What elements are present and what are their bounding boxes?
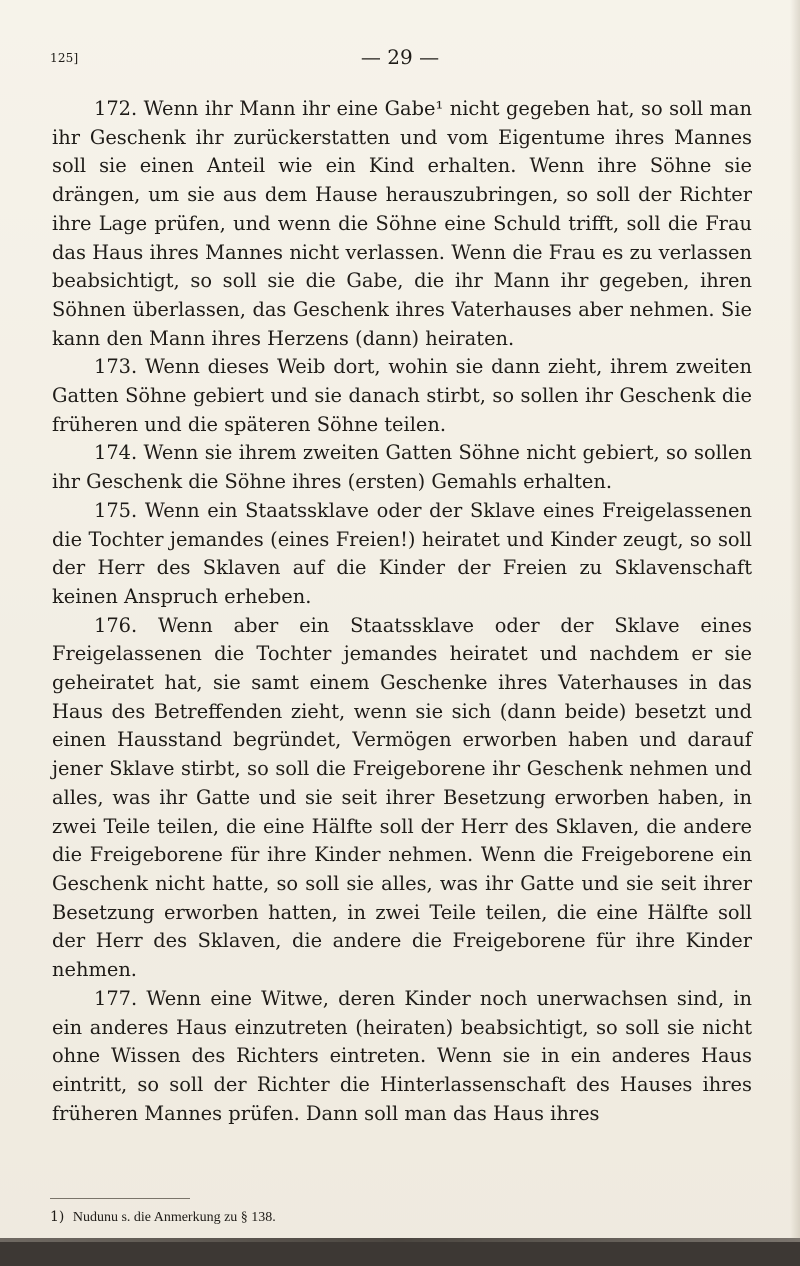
- footnote: [50, 1208, 750, 1227]
- page-number: 125]: [50, 51, 79, 65]
- page-edge-shadow: [790, 0, 800, 1266]
- paragraph-175: 175. Wenn ein Staatssklave oder der Sklave eines Freigelassenen die Tochter jemandes (eines Freien!) heiratet und Kinder zeugt, so soll der Herr des Sklaven auf die Kinder der Freien zu Sklavenschaft keinen Anspruch erheben.: [52, 498, 752, 608]
- paragraph-173: 173. Wenn dieses Weib dort, wohin sie dann zieht, ihrem zweiten Gatten Söhne gebiert und sie danach stirbt, so sollen ihr Geschenk die früheren und die späteren Söhne teilen.: [52, 355, 752, 436]
- paragraph-172: 172. Wenn ihr Mann ihr eine Gabe¹ nicht gegeben hat, so soll man ihr Geschenk ihr zurückerstatten und vom Eigentume ihres Mannes soll sie einen Anteil wie ein Kind erhalten. Wenn ihre Söhne sie drängen, um sie aus dem Hause herauszubringen, so soll der Richter ihre Lage prüfen, und wenn die Söhne eine Schuld trifft, soll die Frau das Haus ihres Mannes nicht verlassen. Wenn die Frau es zu verlassen beabsichtigt, so soll sie die Gabe, die ihr Mann ihr gegeben, ihren Söhnen überlassen, das Geschenk ihres Vaterhauses aber nehmen. Sie kann den Mann ihres Herzens (dann) heiraten.: [52, 97, 752, 350]
- paragraph-176: 176. Wenn aber ein Staatssklave oder der Sklave eines Freigelassenen die Tochter jemandes heiratet und nachdem er sie geheiratet hat, sie samt einem Geschenke ihres Vaterhauses in das Haus des Betreffenden zieht, wenn sie sich (dann beide) besetzt und einen Hausstand begründet, Vermögen erworben haben und darauf jener Sklave stirbt, so soll die Freigeborene ihr Geschenk nehmen und alles, was ihr Gatte und sie seit ihrer Besetzung erworben haben, in zwei Teile teilen, die eine Hälfte soll der Herr des Sklaven, die andere die Freigeborene für ihre Kinder nehmen. Wenn die Freigeborene ein Geschenk nicht hatte, so soll sie alles, was ihr Gatte und sie seit ihrer Besetzung erworben hatten, in zwei Teile teilen, die eine Hälfte soll der Herr des Sklaven, die andere die Freigeborene für ihre Kinder nehmen.: [52, 613, 752, 982]
- paragraph-177: 177. Wenn eine Witwe, deren Kinder noch unerwachsen sind, in ein anderes Haus einzutreten (heiraten) beabsichtigt, so soll sie nicht ohne Wissen des Richters eintreten. Wenn sie in ein anderes Haus eintritt, so soll der Richter die Hinterlassenschaft des Hauses ihres früheren Mannes prüfen. Dann soll man das Haus ihres: [52, 986, 752, 1125]
- bottom-scan-edge: [0, 1238, 800, 1266]
- main-text: [52, 95, 752, 1128]
- page-label: — 29 —: [360, 45, 440, 69]
- paragraph-174: 174. Wenn sie ihrem zweiten Gatten Söhne nicht gebiert, so sollen ihr Geschenk die Söhne ihres (ersten) Gemahls erhalten.: [52, 441, 752, 494]
- footnote-divider: [50, 1198, 190, 1199]
- footnote-number: 1): [50, 1209, 65, 1225]
- footnote-text: Nudunu s. die Anmerkung zu § 138.: [72, 1210, 276, 1225]
